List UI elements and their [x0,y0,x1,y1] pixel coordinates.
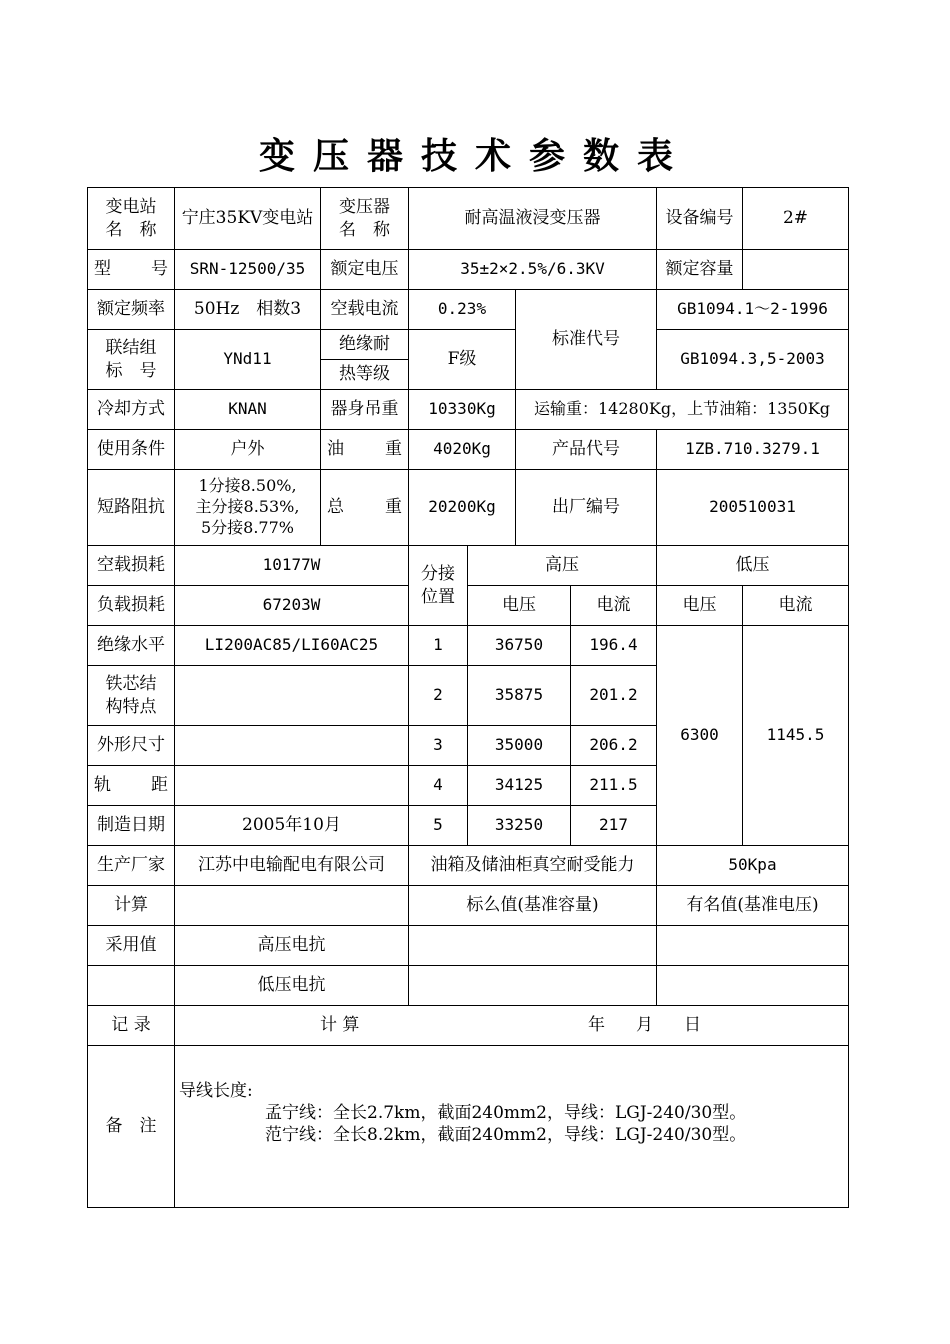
factory-no-value: 200510031 [657,470,849,546]
mfg-date-label: 制造日期 [88,806,175,846]
record-calc: 计 算 [320,1015,360,1036]
impedance-value: 1分接8.50%, 主分接8.53%, 5分接8.77% [175,470,321,546]
product-code-value: 1ZB.710.3279.1 [657,430,849,470]
tap-hv-current: 217 [571,806,657,846]
noload-current-label: 空载电流 [321,290,409,330]
tap-hv-voltage: 36750 [468,626,571,666]
hv-reactance-per-unit [409,926,657,966]
frequency-label: 额定频率 [88,290,175,330]
oil-weight-label: 油 重 [321,430,409,470]
calc-value [175,886,409,926]
record-year: 年 [588,1015,605,1036]
page-title: 变压器技术参数表 [258,135,691,177]
lv-reactance-label: 低压电抗 [175,966,409,1006]
tap-position-label: 分接 位置 [409,546,468,626]
tap-position: 3 [409,726,468,766]
dimensions-label: 外形尺寸 [88,726,175,766]
rated-capacity-value [743,250,849,290]
tap-position: 1 [409,626,468,666]
product-code-label: 产品代号 [516,430,657,470]
lv-current-value: 1145.5 [743,626,849,846]
hv-reactance-label: 高压电抗 [175,926,409,966]
hv-current-header: 电流 [571,586,657,626]
named-value-header: 有名值(基准电压) [657,886,849,926]
lv-reactance-named [657,966,849,1006]
total-weight-label: 总 重 [321,470,409,546]
manufacturer-value: 江苏中电输配电有限公司 [175,846,409,886]
tap-position: 2 [409,666,468,726]
adopted-label-blank [88,966,175,1006]
lv-reactance-per-unit [409,966,657,1006]
insulation-level-value: LI200AC85/LI60AC25 [175,626,409,666]
model-label: 型 号 [88,250,175,290]
load-loss-value: 67203W [175,586,409,626]
body-lift-label: 器身吊重 [321,390,409,430]
impedance-label: 短路阻抗 [88,470,175,546]
device-no-label: 设备编号 [657,188,743,250]
standard-label: 标准代号 [516,290,657,390]
noload-current-value: 0.23% [409,290,516,330]
insulation-class-label-2: 热等级 [321,360,409,390]
tap-hv-current: 196.4 [571,626,657,666]
notes-line: 范宁线：全长8.2km，截面240mm2，导线：LGJ-240/30型。 [265,1125,747,1146]
rated-voltage-value: 35±2×2.5%/6.3KV [409,250,657,290]
insulation-class-label-1: 绝缘耐 [321,330,409,360]
calc-label: 计算 [88,886,175,926]
record-value [175,1006,849,1046]
vacuum-label: 油箱及储油柜真空耐受能力 [409,846,657,886]
lv-voltage-header: 电压 [657,586,743,626]
oil-weight-value: 4020Kg [409,430,516,470]
noload-loss-value: 10177W [175,546,409,586]
per-unit-header: 标么值(基准容量) [409,886,657,926]
notes-value [175,1046,849,1208]
insulation-level-label: 绝缘水平 [88,626,175,666]
conditions-value: 户外 [175,430,321,470]
adopted-label: 采用值 [88,926,175,966]
notes-line: 孟宁线：全长2.7km，截面240mm2，导线：LGJ-240/30型。 [265,1103,747,1124]
dimensions-value [175,726,409,766]
record-label: 记 录 [88,1006,175,1046]
conditions-label: 使用条件 [88,430,175,470]
station-value: 宁庄35KV变电站 [175,188,321,250]
lv-current-header: 电流 [743,586,849,626]
record-day: 日 [684,1015,701,1036]
transport-weight: 运输重：14280Kg，上节油箱：1350Kg [516,390,849,430]
rated-capacity-label: 额定容量 [657,250,743,290]
total-weight-value: 20200Kg [409,470,516,546]
mfg-date-value: 2005年10月 [175,806,409,846]
cooling-value: KNAN [175,390,321,430]
tap-position: 5 [409,806,468,846]
transformer-label: 变压器 名 称 [321,188,409,250]
rated-voltage-label: 额定电压 [321,250,409,290]
notes-head: 导线长度: [179,1081,253,1101]
standard-value-1: GB1094.1～2-1996 [657,290,849,330]
hv-reactance-named [657,926,849,966]
cooling-label: 冷却方式 [88,390,175,430]
hv-voltage-header: 电压 [468,586,571,626]
tap-hv-current: 201.2 [571,666,657,726]
tap-hv-voltage: 35875 [468,666,571,726]
lv-voltage-value: 6300 [657,626,743,846]
device-no-value: 2# [743,188,849,250]
notes-label: 备 注 [88,1046,175,1208]
core-structure-label: 铁芯结 构特点 [88,666,175,726]
core-structure-value [175,666,409,726]
vector-group-label: 联结组 标 号 [88,330,175,390]
transformer-value: 耐高温液浸变压器 [409,188,657,250]
tap-hv-voltage: 34125 [468,766,571,806]
body-lift-value: 10330Kg [409,390,516,430]
tap-position: 4 [409,766,468,806]
factory-no-label: 出厂编号 [516,470,657,546]
tap-hv-current: 211.5 [571,766,657,806]
tap-hv-current: 206.2 [571,726,657,766]
noload-loss-label: 空载损耗 [88,546,175,586]
manufacturer-label: 生产厂家 [88,846,175,886]
insulation-class-value: F级 [409,330,516,390]
tap-hv-voltage: 33250 [468,806,571,846]
transformer-parameter-table [87,187,849,1208]
lv-header: 低压 [657,546,849,586]
vector-group-value: YNd11 [175,330,321,390]
model-value: SRN-12500/35 [175,250,321,290]
gauge-value [175,766,409,806]
hv-header: 高压 [468,546,657,586]
station-label: 变电站 名 称 [88,188,175,250]
tap-hv-voltage: 35000 [468,726,571,766]
standard-value-2: GB1094.3,5-2003 [657,330,849,390]
vacuum-value: 50Kpa [657,846,849,886]
record-month: 月 [636,1015,653,1036]
frequency-value: 50Hz 相数3 [175,290,321,330]
gauge-label: 轨 距 [88,766,175,806]
load-loss-label: 负载损耗 [88,586,175,626]
